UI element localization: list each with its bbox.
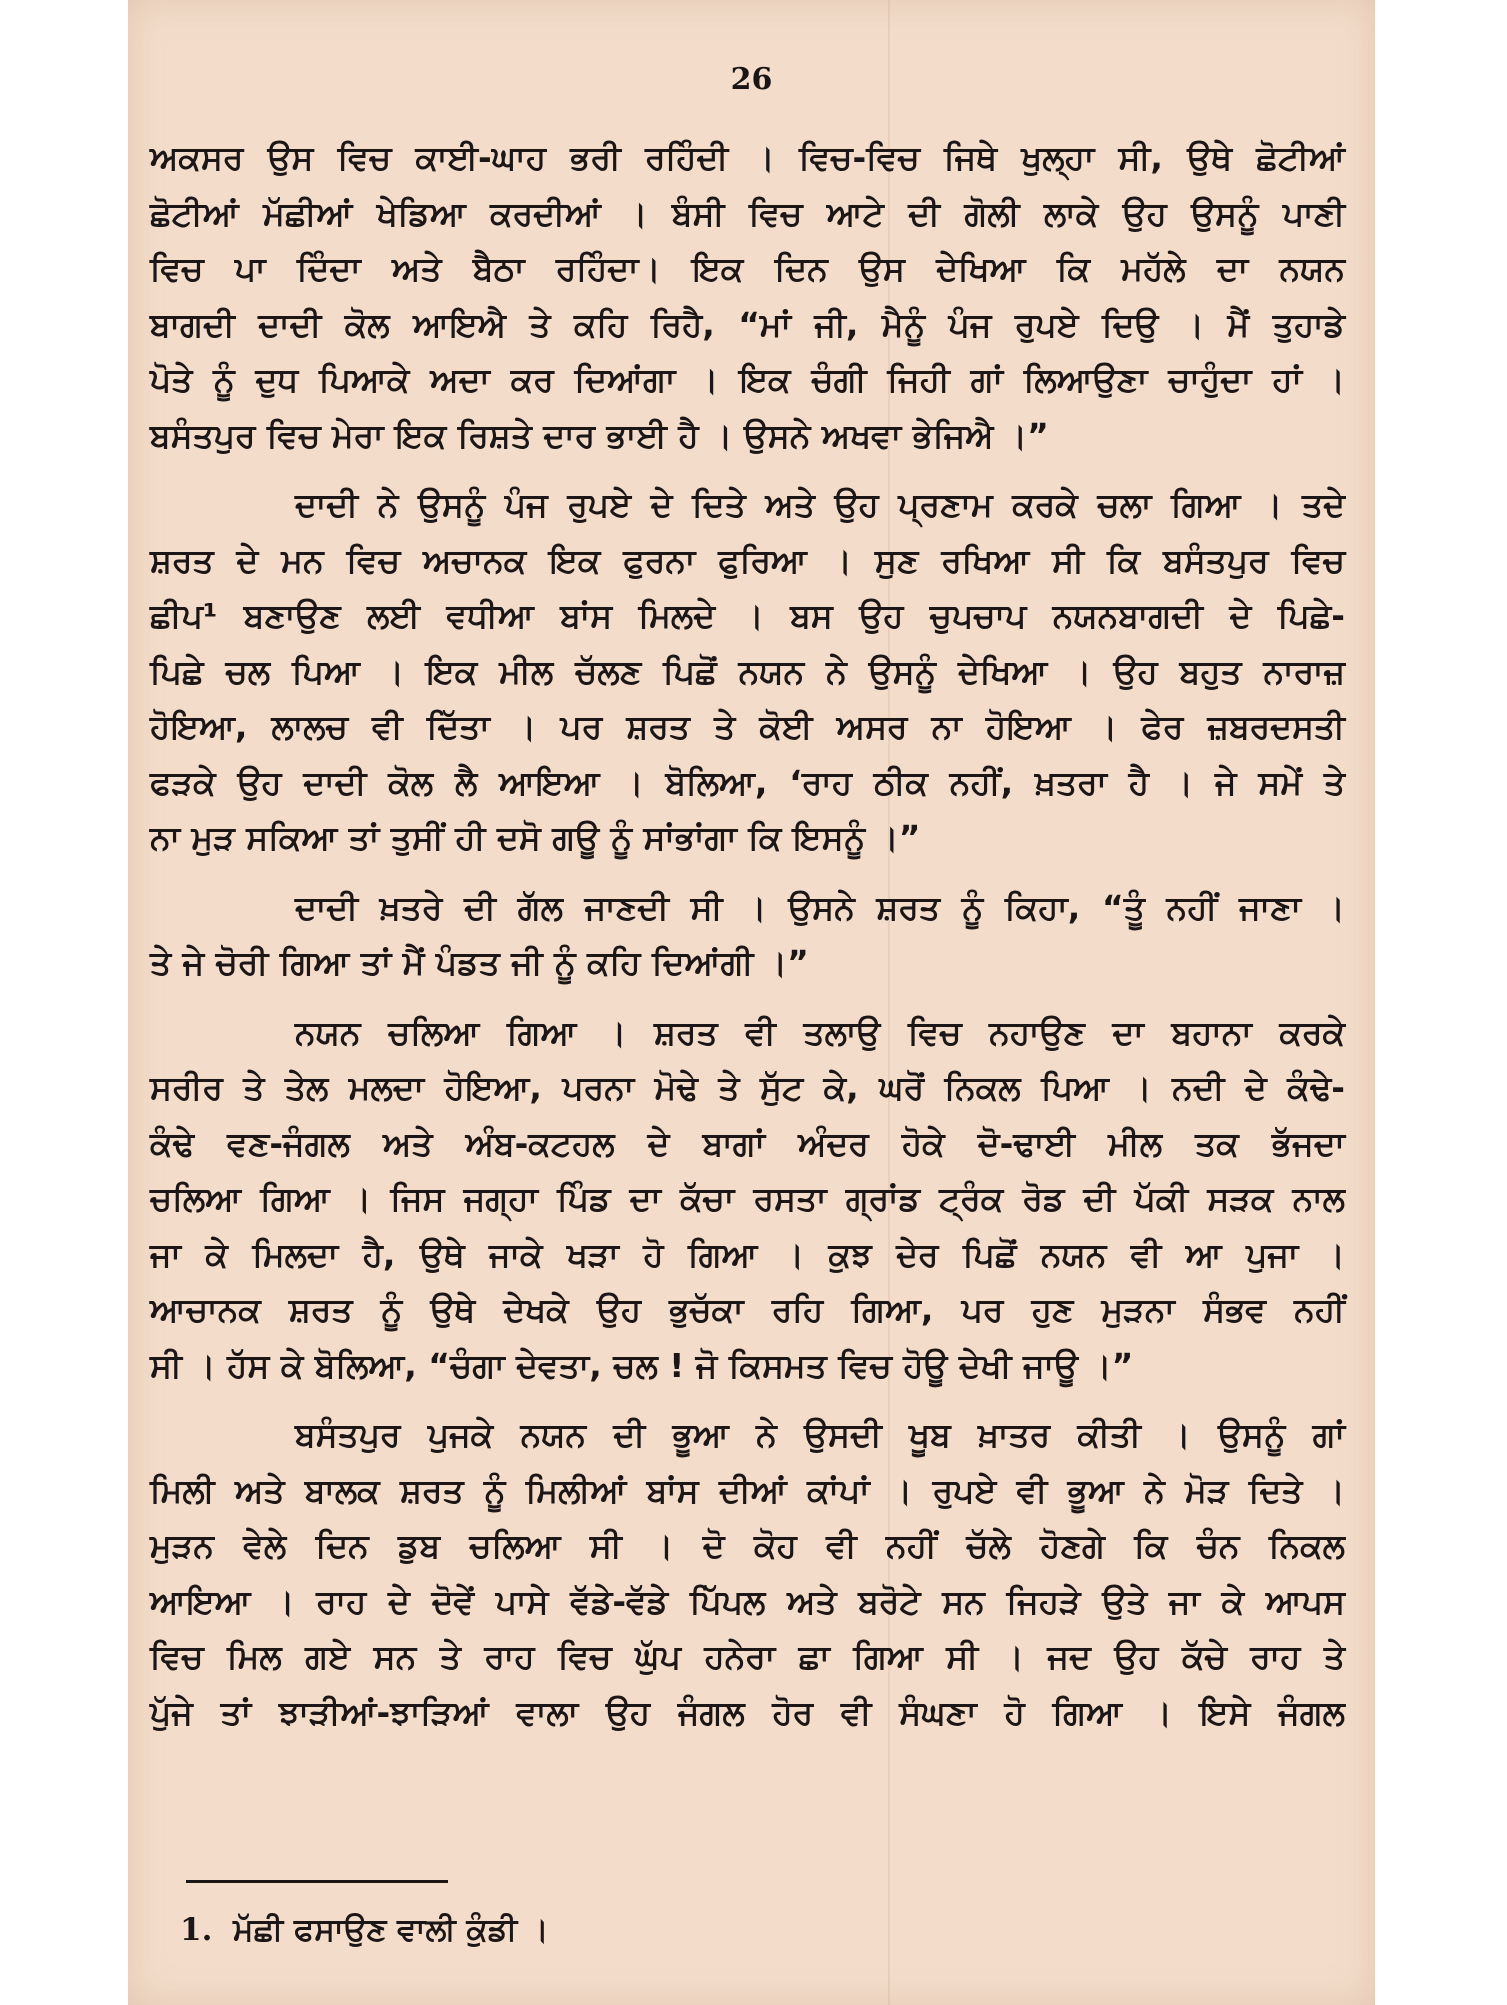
text-line: ਨਯਨ ਚਲਿਆ ਗਿਆ । ਸ਼ਰਤ ਵੀ ਤਲਾਉ ਵਿਚ ਨਹਾਉਣ ਦਾ ਬਹਾਨਾ ਕਰਕੇ xyxy=(295,1012,1345,1052)
text-line: ਪੋਤੇ ਨੂੰ ਦੁਧ ਪਿਆਕੇ ਅਦਾ ਕਰ ਦਿਆਂਗਾ । ਇਕ ਚੰਗੀ ਜਿਹੀ ਗਾਂ ਲਿਆਉਣਾ ਚਾਹੁੰਦਾ ਹਾਂ । xyxy=(150,360,1345,399)
text-line: ਛੀਪ¹ ਬਣਾਉਣ ਲਈ ਵਧੀਆ ਬਾਂਸ ਮਿਲਦੇ । ਬਸ ਉਹ ਚੁਪਚਾਪ ਨਯਨਬਾਗਦੀ ਦੇ ਪਿਛੇ- xyxy=(150,596,1345,635)
text-line: ਹੋਇਆ, ਲਾਲਚ ਵੀ ਦਿੱਤਾ । ਪਰ ਸ਼ਰਤ ਤੇ ਕੋਈ ਅਸਰ ਨਾ ਹੋਇਆ । ਫੇਰ ਜ਼ਬਰਦਸਤੀ xyxy=(150,707,1345,746)
text-line: ਪਿਛੇ ਚਲ ਪਿਆ । ਇਕ ਮੀਲ ਚੱਲਣ ਪਿਛੋਂ ਨਯਨ ਨੇ ਉਸਨੂੰ ਦੇਖਿਆ । ਉਹ ਬਹੁਤ ਨਾਰਾਜ਼ xyxy=(150,651,1345,691)
text-line: ਬਸੰਤਪੁਰ ਵਿਚ ਮੇਰਾ ਇਕ ਰਿਸ਼ਤੇ ਦਾਰ ਭਾਈ ਹੈ । ਉਸਨੇ ਅਖਵਾ ਭੇਜਿਐ ।” xyxy=(150,415,1049,455)
book-page xyxy=(128,0,1375,2005)
text-line: ਕੰਢੇ ਵਣ-ਜੰਗਲ ਅਤੇ ਅੰਬ-ਕਟਹਲ ਦੇ ਬਾਗਾਂ ਅੰਦਰ ਹੋਕੇ ਦੋ-ਢਾਈ ਮੀਲ ਤਕ ਭੱਜਦਾ xyxy=(150,1123,1345,1163)
text-line: ਸ਼ਰਤ ਦੇ ਮਨ ਵਿਚ ਅਚਾਨਕ ਇਕ ਫੁਰਨਾ ਫੁਰਿਆ । ਸੁਣ ਰਖਿਆ ਸੀ ਕਿ ਬਸੰਤਪੁਰ ਵਿਚ xyxy=(150,540,1345,580)
text-line: ਵਿਚ ਪਾ ਦਿੰਦਾ ਅਤੇ ਬੈਠਾ ਰਹਿੰਦਾ। ਇਕ ਦਿਨ ਉਸ ਦੇਖਿਆ ਕਿ ਮਹੱਲੇ ਦਾ ਨਯਨ xyxy=(150,249,1345,288)
footnote-text: ਮੱਛੀ ਫਸਾਉਣ ਵਾਲੀ ਕੁੰਡੀ । xyxy=(233,1912,549,1948)
text-line: ਚਲਿਆ ਗਿਆ । ਜਿਸ ਜਗ੍ਹਾ ਪਿੰਡ ਦਾ ਕੱਚਾ ਰਸਤਾ ਗ੍ਰਾਂਡ ਟ੍ਰੰਕ ਰੋਡ ਦੀ ਪੱਕੀ ਸੜਕ ਨਾਲ xyxy=(150,1179,1345,1218)
text-line: ਫੜਕੇ ਉਹ ਦਾਦੀ ਕੋਲ ਲੈ ਆਇਆ । ਬੋਲਿਆ, ‘ਰਾਹ ਠੀਕ ਨਹੀਂ, ਖ਼ਤਰਾ ਹੈ । ਜੇ ਸਮੇਂ ਤੇ xyxy=(150,762,1345,802)
paragraph xyxy=(150,1005,1345,1394)
text-line: ਆਇਆ । ਰਾਹ ਦੇ ਦੋਵੇਂ ਪਾਸੇ ਵੱਡੇ-ਵੱਡੇ ਪਿੱਪਲ ਅਤੇ ਬਰੋਟੇ ਸਨ ਜਿਹੜੇ ਉਤੇ ਜਾ ਕੇ ਆਪਸ xyxy=(150,1581,1345,1621)
text-line: ਪੁੱਜੇ ਤਾਂ ਝਾੜੀਆਂ-ਝਾੜਿਆਂ ਵਾਲਾ ਉਹ ਜੰਗਲ ਹੋਰ ਵੀ ਸੰਘਣਾ ਹੋ ਗਿਆ । ਇਸੇ ਜੰਗਲ xyxy=(150,1692,1345,1732)
text-line: ਤੇ ਜੇ ਚੋਰੀ ਗਿਆ ਤਾਂ ਮੈਂ ਪੰਡਤ ਜੀ ਨੂੰ ਕਹਿ ਦਿਆਂਗੀ ।” xyxy=(150,943,809,982)
text-line: ਛੋਟੀਆਂ ਮੱਛੀਆਂ ਖੇਡਿਆ ਕਰਦੀਆਂ । ਬੰਸੀ ਵਿਚ ਆਟੇ ਦੀ ਗੋਲੀ ਲਾਕੇ ਉਹ ਉਸਨੂੰ ਪਾਣੀ xyxy=(150,193,1345,233)
footnote xyxy=(180,1912,549,1949)
text-line: ਦਾਦੀ ਖ਼ਤਰੇ ਦੀ ਗੱਲ ਜਾਣਦੀ ਸੀ । ਉਸਨੇ ਸ਼ਰਤ ਨੂੰ ਕਿਹਾ, “ਤੂੰ ਨਹੀਂ ਜਾਣਾ । xyxy=(295,887,1345,927)
body-text xyxy=(150,130,1345,1740)
text-line: ਅਕਸਰ ਉਸ ਵਿਚ ਕਾਈ-ਘਾਹ ਭਰੀ ਰਹਿੰਦੀ । ਵਿਚ-ਵਿਚ ਜਿਥੇ ਖੁਲ੍ਹਾ ਸੀ, ਉਥੇ ਛੋਟੀਆਂ xyxy=(150,138,1345,177)
text-line: ਮੁੜਨ ਵੇਲੇ ਦਿਨ ਡੁਬ ਚਲਿਆ ਸੀ । ਦੋ ਕੋਹ ਵੀ ਨਹੀਂ ਚੱਲੇ ਹੋਣਗੇ ਕਿ ਚੰਨ ਨਿਕਲ xyxy=(150,1526,1345,1565)
footnote-divider xyxy=(186,1880,448,1883)
text-line: ਨਾ ਮੁੜ ਸਕਿਆ ਤਾਂ ਤੁਸੀਂ ਹੀ ਦਸੋ ਗਊ ਨੂੰ ਸਾਂਭਾਂਗਾ ਕਿ ਇਸਨੂੰ ।” xyxy=(150,818,921,857)
text-line: ਆਚਾਨਕ ਸ਼ਰਤ ਨੂੰ ਉਥੇ ਦੇਖਕੇ ਉਹ ਭੁਚੱਕਾ ਰਹਿ ਗਿਆ, ਪਰ ਹੁਣ ਮੁੜਨਾ ਸੰਭਵ ਨਹੀਂ xyxy=(150,1290,1345,1329)
paragraph xyxy=(150,477,1345,866)
footnote-number: 1. xyxy=(180,1912,213,1948)
text-line: ਬਾਗਦੀ ਦਾਦੀ ਕੋਲ ਆਇਐ ਤੇ ਕਹਿ ਰਿਹੈ, “ਮਾਂ ਜੀ, ਮੈਨੂੰ ਪੰਜ ਰੁਪਏ ਦਿਉ । ਮੈਂ ਤੁਹਾਡੇ xyxy=(150,304,1345,344)
paragraph xyxy=(150,130,1345,463)
paragraph xyxy=(150,1407,1345,1740)
text-line: ਸੀ । ਹੱਸ ਕੇ ਬੋਲਿਆ, “ਚੰਗਾ ਦੇਵਤਾ, ਚਲ ! ਜੋ ਕਿਸਮਤ ਵਿਚ ਹੋਊ ਦੇਖੀ ਜਾਊ ।” xyxy=(150,1345,1134,1385)
page-number: 26 xyxy=(730,62,773,97)
text-line: ਮਿਲੀ ਅਤੇ ਬਾਲਕ ਸ਼ਰਤ ਨੂੰ ਮਿਲੀਆਂ ਬਾਂਸ ਦੀਆਂ ਕਾਂਪਾਂ । ਰੁਪਏ ਵੀ ਭੂਆ ਨੇ ਮੋੜ ਦਿਤੇ । xyxy=(150,1470,1345,1510)
text-line: ਦਾਦੀ ਨੇ ਉਸਨੂੰ ਪੰਜ ਰੁਪਏ ਦੇ ਦਿਤੇ ਅਤੇ ਉਹ ਪ੍ਰਣਾਮ ਕਰਕੇ ਚਲਾ ਗਿਆ । ਤਦੇ xyxy=(295,485,1345,524)
paragraph xyxy=(150,880,1345,991)
text-line: ਜਾ ਕੇ ਮਿਲਦਾ ਹੈ, ਉਥੇ ਜਾਕੇ ਖੜਾ ਹੋ ਗਿਆ । ਕੁਝ ਦੇਰ ਪਿਛੋਂ ਨਯਨ ਵੀ ਆ ਪੁਜਾ । xyxy=(150,1234,1345,1274)
text-line: ਸਰੀਰ ਤੇ ਤੇਲ ਮਲਦਾ ਹੋਇਆ, ਪਰਨਾ ਮੋਢੇ ਤੇ ਸੁੱਟ ਕੇ, ਘਰੋਂ ਨਿਕਲ ਪਿਆ । ਨਦੀ ਦੇ ਕੰਢੇ- xyxy=(150,1068,1345,1107)
text-line: ਵਿਚ ਮਿਲ ਗਏ ਸਨ ਤੇ ਰਾਹ ਵਿਚ ਘੁੱਪ ਹਨੇਰਾ ਛਾ ਗਿਆ ਸੀ । ਜਦ ਉਹ ਕੱਚੇ ਰਾਹ ਤੇ xyxy=(150,1637,1345,1676)
text-line: ਬਸੰਤਪੁਰ ਪੁਜਕੇ ਨਯਨ ਦੀ ਭੂਆ ਨੇ ਉਸਦੀ ਖੂਬ ਖ਼ਾਤਰ ਕੀਤੀ । ਉਸਨੂੰ ਗਾਂ xyxy=(295,1415,1345,1454)
